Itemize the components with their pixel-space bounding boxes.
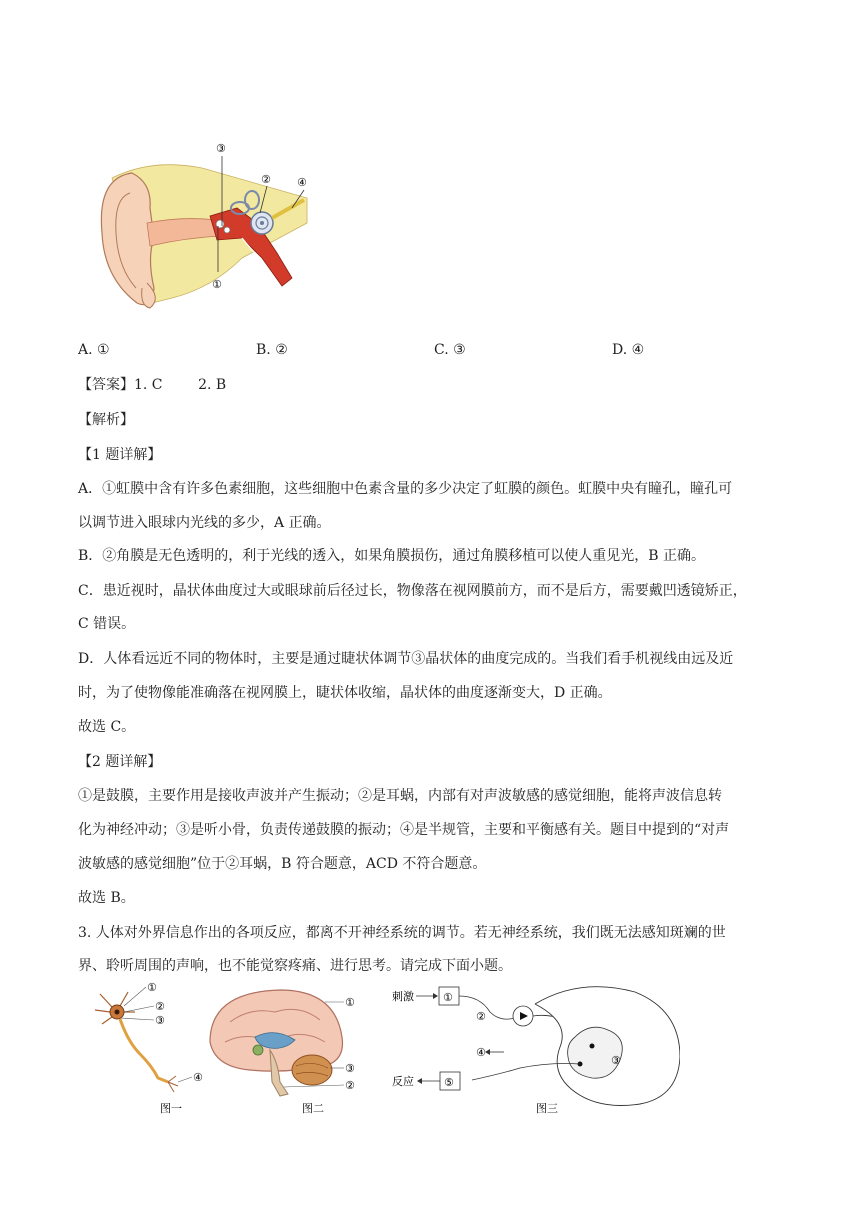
fig1-label-2: ② xyxy=(155,1000,165,1013)
q2-header: 【2 题详解】 xyxy=(78,754,162,770)
q1-header: 【1 题详解】 xyxy=(78,447,162,463)
q1-line-1: A．①虹膜中含有许多色素细胞，这些细胞中色素含量的多少决定了虹膜的颜色。虹膜中央有瞳孔，瞳孔可 xyxy=(78,481,733,497)
q1-line-3: B．②角膜是无色透明的，利于光线的透入，如果角膜损伤，通过角膜移植可以使人重见光，B 正确。 xyxy=(78,548,706,564)
fig3-label-3: ③ xyxy=(611,1054,621,1067)
fig1-label-3: ③ xyxy=(155,1014,165,1027)
neuron-figure xyxy=(95,982,203,1115)
fig3-label-2: ② xyxy=(476,1010,486,1023)
q3-line-2: 界、聆听周围的声响，也不能觉察疼痛、进行思考。请完成下面小题。 xyxy=(78,958,512,974)
q2-line-1: ①是鼓膜，主要作用是接收声波并产生振动；②是耳蜗，内部有对声波敏感的感觉细胞，能将声波信息转 xyxy=(78,788,722,804)
fig3-caption: 图三 xyxy=(536,1102,558,1115)
q2-line-2: 化为神经冲动；③是听小骨，负责传递鼓膜的振动；④是半规管，主要和平衡感有关。题目中提到的“对声 xyxy=(78,822,730,838)
option-b[interactable]: B. ② xyxy=(256,342,288,358)
option-c[interactable]: C. ③ xyxy=(434,342,466,358)
q1-line-7: 时，为了使物像能准确落在视网膜上，睫状体收缩，晶状体的曲度逐渐变大，D 正确。 xyxy=(78,685,612,701)
answer-label: 【答案】 xyxy=(78,377,134,393)
ear-label-2: ② xyxy=(261,173,271,186)
ear-label-4: ④ xyxy=(297,176,307,189)
q2-line-4: 故选 B。 xyxy=(78,890,135,906)
fig3-label-1: ① xyxy=(443,991,453,1004)
nervous-system-figures xyxy=(80,982,680,1117)
analysis-header: 【解析】 xyxy=(78,412,134,428)
fig1-label-1: ① xyxy=(147,982,157,994)
fig1-caption: 图一 xyxy=(160,1102,182,1115)
q1-line-6: D．人体看远近不同的物体时，主要是通过睫状体调节③晶状体的曲度完成的。当我们看手机视线由远及近 xyxy=(78,651,734,667)
ear-anatomy-figure xyxy=(92,138,322,318)
brain-figure xyxy=(210,990,355,1115)
answer-line xyxy=(78,375,798,395)
fig3-stimulus: 刺激 xyxy=(392,990,414,1003)
reflex-arc-figure xyxy=(392,987,680,1115)
answer-text: 1. C 2. B xyxy=(134,377,227,393)
fig1-label-4: ④ xyxy=(193,1071,203,1084)
option-a[interactable]: A. ① xyxy=(78,342,110,358)
q1-line-2: 以调节进入眼球内光线的多少，A 正确。 xyxy=(78,515,331,531)
fig3-label-4: ④ xyxy=(476,1046,486,1059)
ear-label-1: ① xyxy=(212,278,222,291)
fig2-caption: 图二 xyxy=(302,1102,324,1115)
fig2-label-1: ① xyxy=(345,996,355,1009)
fig2-label-3: ③ xyxy=(345,1062,355,1075)
fig3-response: 反应 xyxy=(392,1075,414,1088)
q1-line-8: 故选 C。 xyxy=(78,719,136,735)
q2-line-3: 波敏感的感觉细胞”位于②耳蜗，B 符合题意，ACD 不符合题意。 xyxy=(78,856,487,872)
ear-label-3: ③ xyxy=(216,142,226,155)
fig3-label-5: ⑤ xyxy=(444,1076,454,1089)
fig2-label-2: ② xyxy=(345,1079,355,1092)
q1-line-5: C 错误。 xyxy=(78,616,136,632)
q3-line-1: 3. 人体对外界信息作出的各项反应，都离不开神经系统的调节。若无神经系统，我们既无法感知斑斓的世 xyxy=(78,925,726,941)
option-d[interactable]: D. ④ xyxy=(612,342,645,358)
q1-line-4: C．患近视时，晶状体曲度过大或眼球前后径过长，物像落在视网膜前方，而不是后方，需要戴凹透镜矫正， xyxy=(78,583,747,599)
